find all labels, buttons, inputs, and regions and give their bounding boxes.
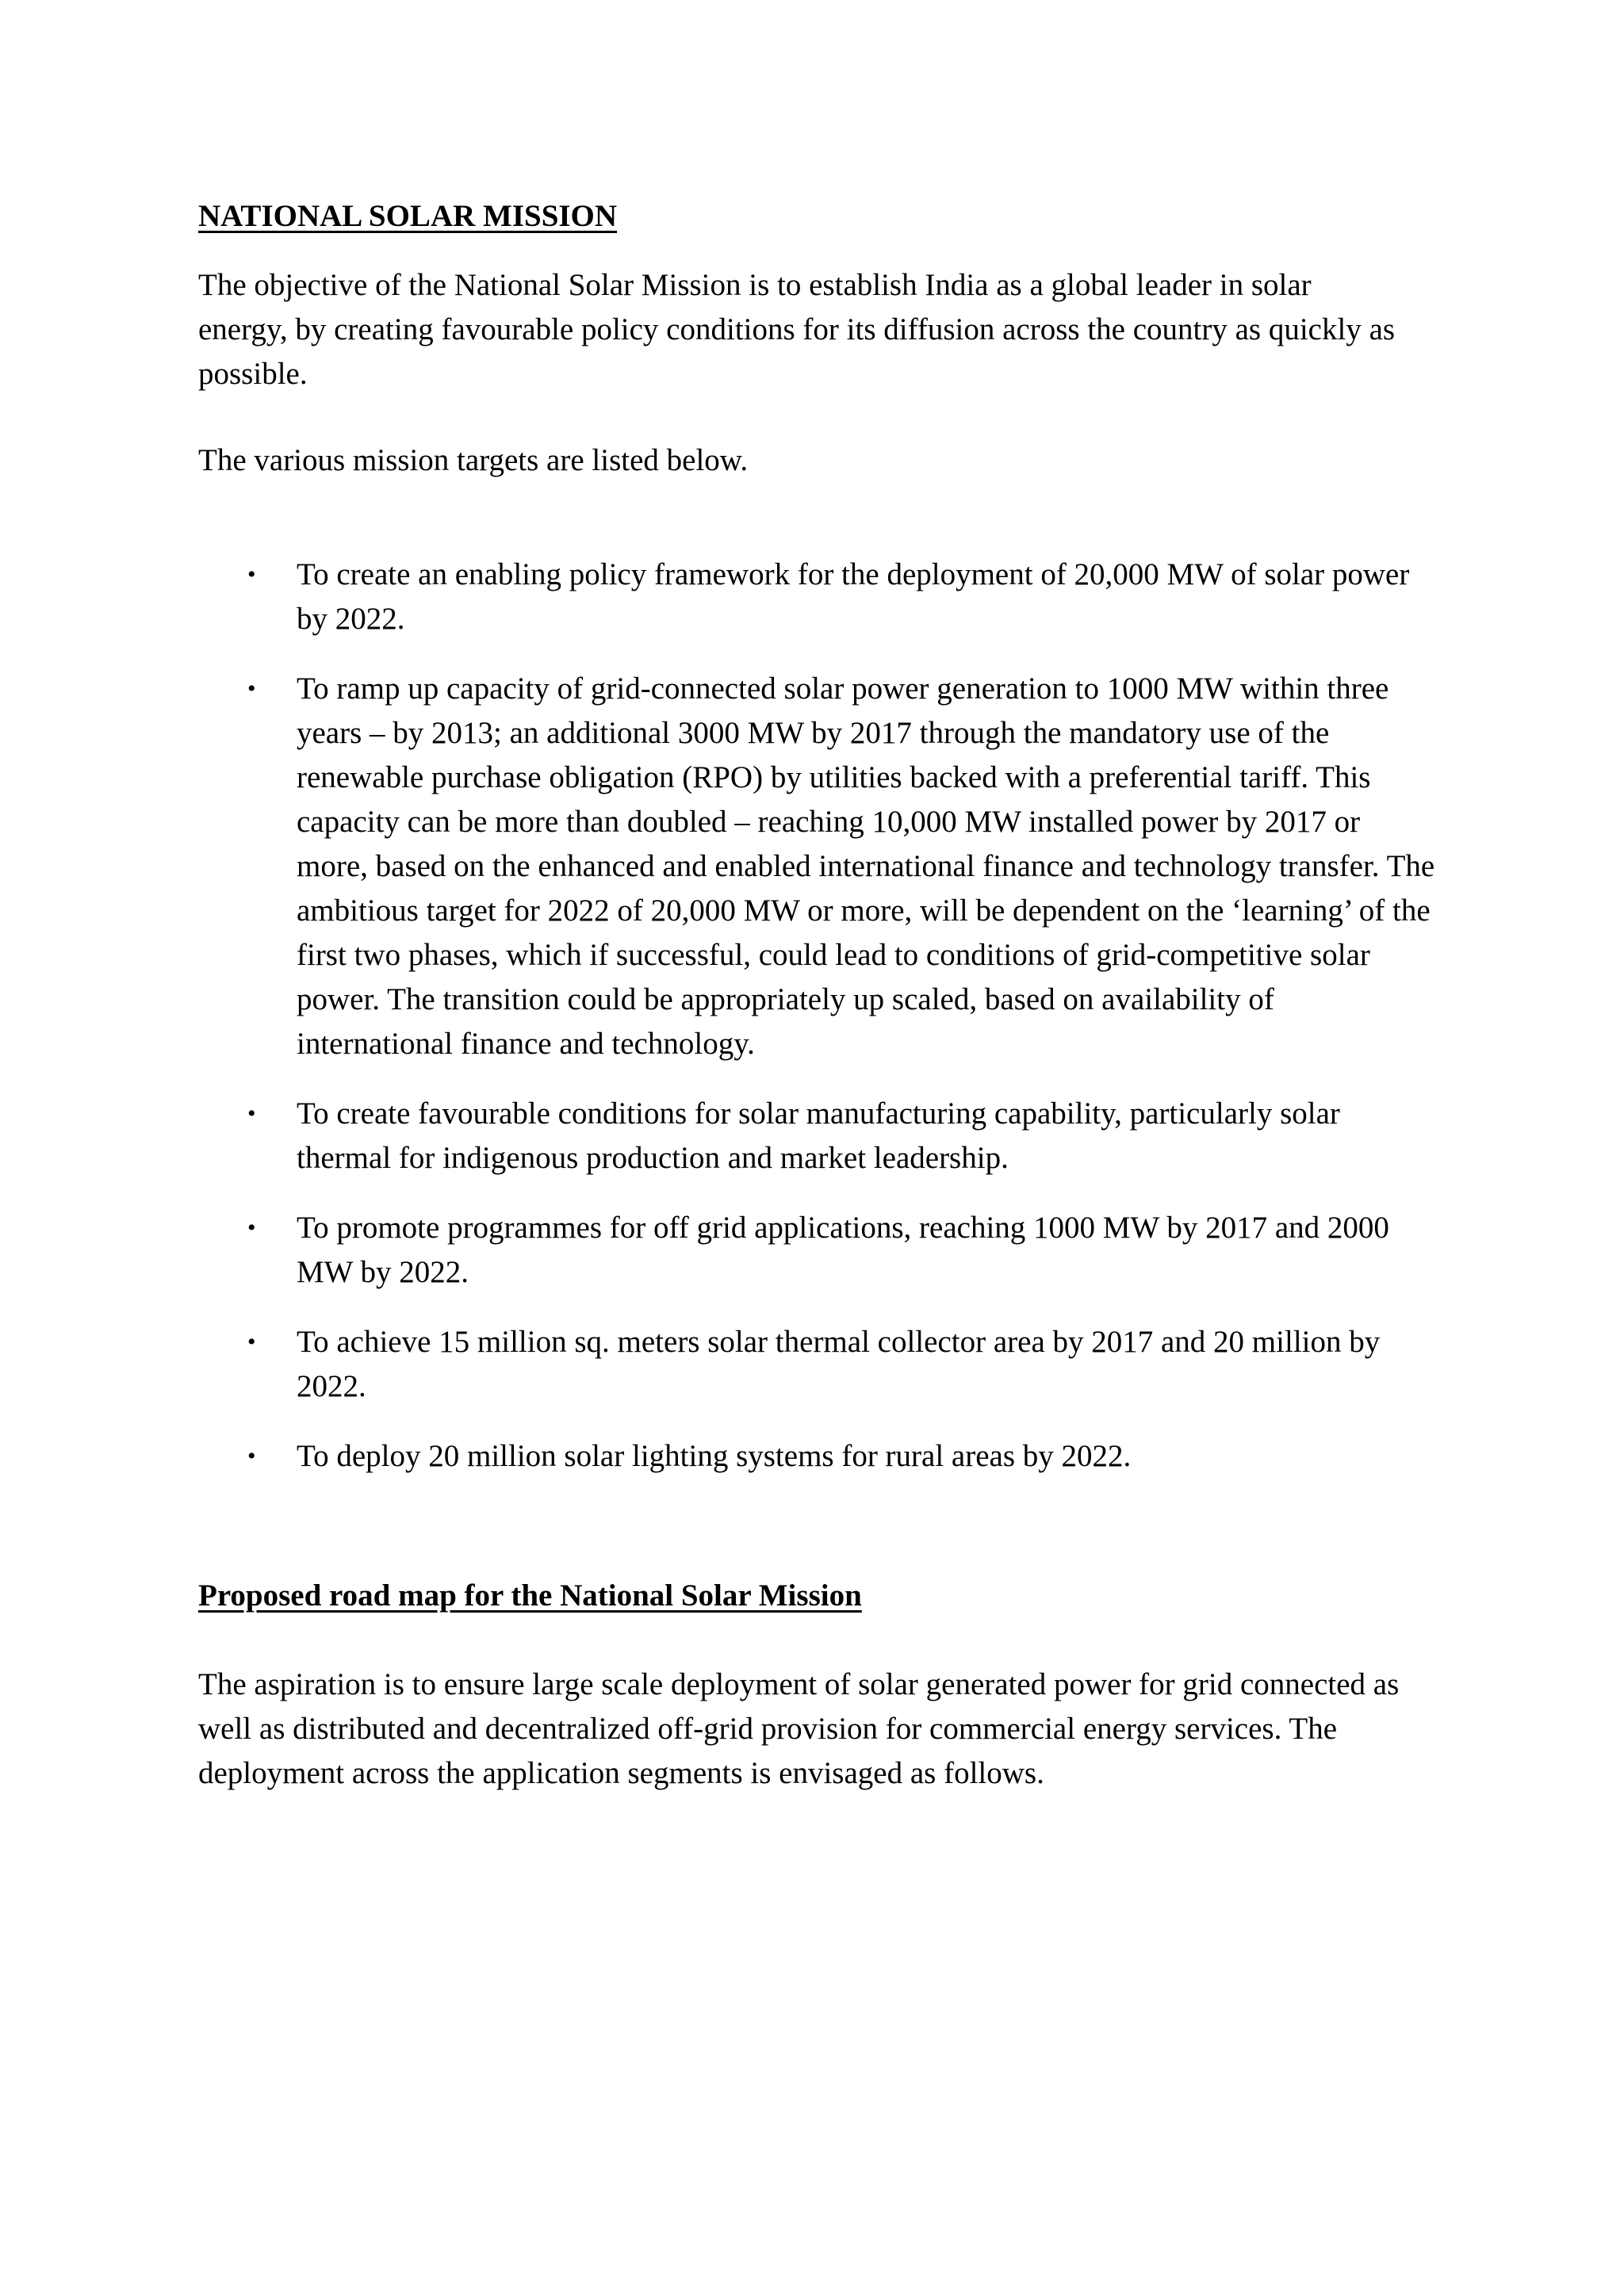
bullet-icon: • [247,1329,256,1355]
bullet-icon: • [247,561,256,587]
list-item [198,1320,1435,1409]
list-item-text: To create favourable conditions for solar manufacturing capability, particularly solar thermal for indigenous production and market leadership. [297,1096,1340,1175]
list-item [198,1434,1435,1479]
list-item-text: To achieve 15 million sq. meters solar thermal collector area by 2017 and 20 million by 2022. [297,1325,1381,1403]
bullet-icon: • [247,1100,256,1127]
bullet-icon: • [247,675,256,702]
section-title-road-map: Proposed road map for the National Solar Mission [198,1578,862,1613]
list-item [198,1206,1435,1295]
bullet-icon: • [247,1215,256,1241]
list-item-text: To create an enabling policy framework for the deployment of 20,000 MW of solar power by 2022. [297,557,1410,636]
list-item-text: To promote programmes for off grid applications, reaching 1000 MW by 2017 and 2000 MW by 2022. [297,1211,1389,1289]
list-item [198,667,1435,1066]
list-item [198,1092,1435,1181]
list-item-text: To deploy 20 million solar lighting systems for rural areas by 2022. [297,1439,1132,1473]
list-item-text: To ramp up capacity of grid-connected solar power generation to 1000 MW within three years – by 2013; an additional 3000 MW by 2017 through the mandatory use of the renewable purchase obligation (RPO) by utilities backed with a preferential tariff. This capacity can be more than doubled – reaching 10,000 MW installed power by 2017 or more, based on the enhanced and enabled international finance and technology transfer. The ambitious target for 2022 of 20,000 MW or more, will be dependent on the ‘learning’ of the first two phases, which if successful, could lead to conditions of grid-competitive solar power. The transition could be appropriately up scaled, based on availability of international finance and technology. [297,672,1435,1061]
road-map-paragraph: The aspiration is to ensure large scale deployment of solar generated power for grid connected as well as distributed and decentralized off-grid provision for commercial energy services. The deployment across the application segments is envisaged as follows. [198,1667,1400,1790]
bullet-icon: • [247,1443,256,1469]
section-title-national-solar-mission: NATIONAL SOLAR MISSION [198,199,618,233]
mission-targets-list [198,553,1435,1504]
targets-intro-paragraph: The various mission targets are listed below. [198,443,749,477]
list-item [198,553,1435,641]
mission-objective-paragraph: The objective of the National Solar Mission is to establish India as a global leader in solar energy, by creating favourable policy conditions for its diffusion across the country as quickly as possible. [198,268,1396,391]
